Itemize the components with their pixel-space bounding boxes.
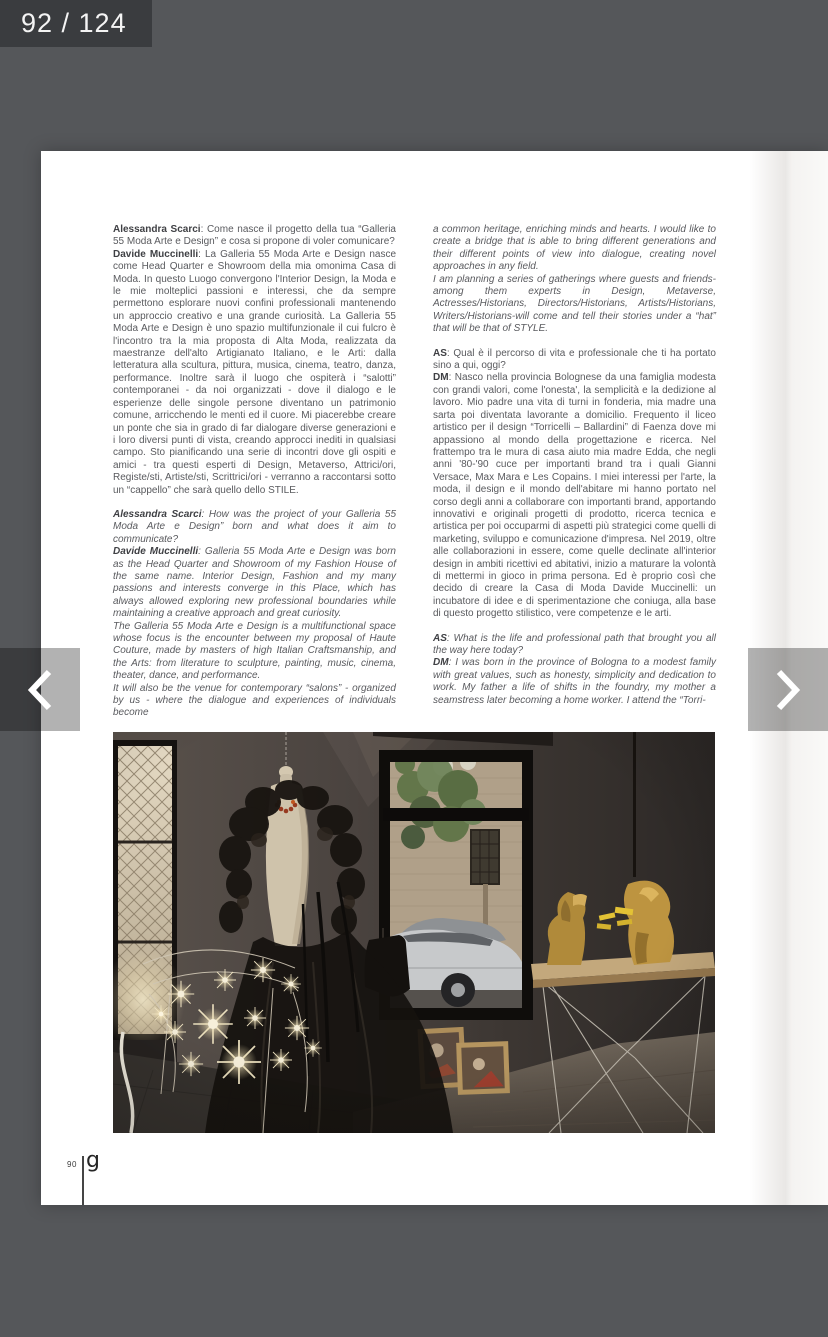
speaker-name: Davide Muccinelli [113, 248, 199, 260]
speaker-name: Davide Muccinelli [113, 546, 199, 558]
folio-page-number: 90 [67, 1160, 77, 1169]
magazine-logo-letter: g [86, 1148, 100, 1173]
article-paragraph: Alessandra Scarci: Come nasce il progetto della tua “Galleria 55 Moda Arte e Design” e cosa si propone di voler comunicare? [113, 224, 396, 248]
article-paragraph: The Galleria 55 Moda Arte e Design is a multifunctional space whose focus is the encounter between my proposal of Haute Couture, made by masters of high Italian Craftsmanship, and the Arts: from literature to sculpture, painting, music, cinema, theater, dance, and performance. [113, 620, 396, 682]
previous-page-button[interactable] [0, 648, 80, 731]
speaker-name: Alessandra Scarci [113, 224, 201, 235]
article-paragraph: It will also be the venue for contemporary “salons” - organized by us - where the dialogue and experiences of individuals become [113, 682, 396, 719]
folio-divider [82, 1156, 84, 1205]
showroom-photo-graphic [113, 732, 715, 1133]
page-counter: 92 / 124 [0, 0, 152, 47]
speaker-name: DM [433, 657, 449, 669]
article-paragraph: a common heritage, enriching minds and hearts. I would like to create a bridge that is able to bring different generations and their different points of view into dialogue, creating novel approaches in any field. [433, 224, 716, 273]
article-paragraph: Davide Muccinelli: La Galleria 55 Moda Arte e Design nasce come Head Quarter e Showroom della mia omonima Casa di Moda. In questo Luogo convergono l'Interior Design, la Moda e le mie molteplici passioni e interessi, che da sempre permettono esplorare nuovi confini professionali mantenendo un approccio creativo e una grande curiosità. La Galleria 55 Moda Arte e Design è uno spazio multifunzionale il cui fulcro è l'incontro tra la mia proposta di Alta Moda, realizzata da maestranze dell'alto Artigianato Italiano, e le Arti: dalla letteratura alla scultura, pittura, musica, cinema, teatro, danza, performance. Inoltre sarà il luogo che ospiterà i “salotti” contemporanei - da noi organizzati - dove il dialogo e le esperienze delle singole persone diventano un patrimonio comune, arricchendo le menti ed il cuore. Mi piacerebbe creare un ponte che sia in grado di far dialogare diverse generazioni e i loro diversi punti di vista, creando approcci inediti in qualsiasi campo. Sto pianificando una serie di incontri dove gli ospiti e amici - tra questi esperti di Design, Metaverso, Attrici/ori, Registe/sti, Artiste/sti, Scrittrici/ori - verranno a raccontarsi sotto un “cappello” che sarà quello dello STILE. [113, 248, 397, 496]
chevron-right-icon [772, 667, 804, 713]
article-paragraph: Davide Muccinelli: Galleria 55 Moda Arte e Design was born as the Head Quarter and Showroom of my Fashion House of the same name. Interior Design, Fashion and my many passions and interests converge in this Place, which has always allowed exploring new professional boundaries while maintaining a creative approach and great curiosity. [113, 546, 396, 620]
chevron-left-icon [24, 667, 56, 713]
article-paragraph: DM: I was born in the province of Bologna to a modest family with great values, such as honesty, simplicity and dedication to work. My father a life of shifts in the foundry, my mother a seamstress later becoming a home worker. I attend the “Torri- [433, 657, 716, 706]
article-paragraph: I am planning a series of gatherings where guests and friends-among them experts in Design, Metaverse, Actresses/Historians, Directors/Historians, Artists/Historians, Writers/Historians-will come and tell their stories under a “hat” that will be that of STYLE. [433, 273, 716, 335]
article-paragraph: AS: What is the life and professional path that brought you all the way here today? [433, 632, 716, 656]
speaker-name: AS [433, 632, 447, 644]
article-paragraph: Alessandra Scarci: How was the project of your Galleria 55 Moda Arte e Design” born and what does it aim to communicate? [113, 508, 397, 545]
next-page-button[interactable] [748, 648, 828, 731]
showroom-photo [113, 732, 715, 1133]
speaker-name: DM [433, 372, 449, 384]
article-column-left [113, 224, 396, 720]
article-paragraph: AS: Qual è il percorso di vita e professionale che ti ha portato sino a qui, oggi? [433, 347, 716, 372]
article-columns [113, 224, 756, 720]
article-column-right [433, 224, 716, 720]
magazine-page [41, 151, 828, 1205]
speaker-name: AS [433, 347, 447, 359]
article-paragraph: DM: Nasco nella provincia Bolognese da una famiglia modesta con grandi valori, come l'onesta', la semplicità e la dedizione al lavoro. Mio padre una vita di turni in fonderia, mia madre una sarta poi diventata lavorante a domicilio. Frequento il liceo artistico per il design “Torricelli – Ballardini” di Faenza dove mi appassiono al mondo della progettazione e ricerca. Nel frattempo tra le mura di casa aiuto mia madre Edda, che negli anni '80-'90 cuce per importanti brand tra i quali Gianni Versace, Max Mara e Les Copains. I miei interessi per l'arte, la moda, il design e il mondo dell'abitare mi hanno portato nel corso degli anni a collaborare con importanti brand, apportando innovativi e originali progetti di prodotto, ricerca tecnica e artistica per poi occuparmi di aspetti più strategici come quelli di marketing, sviluppo e comunicazione d'impresa. Nel 2019, oltre alle collaborazioni in essere, come quelle declinate all'interior design in ambiti ricettivi ed abitativi, inizio a maturare la volontà di mettermi in gioco in prima persona. Ed è proprio così che decido di creare la Casa di Moda Davide Muccinelli: un incubatore di idee e di sperimentazione che coniuga, alla base di questo progetto stilistico, vere competenze e le arti. [433, 372, 716, 620]
speaker-name: Alessandra Scarci [113, 508, 202, 520]
